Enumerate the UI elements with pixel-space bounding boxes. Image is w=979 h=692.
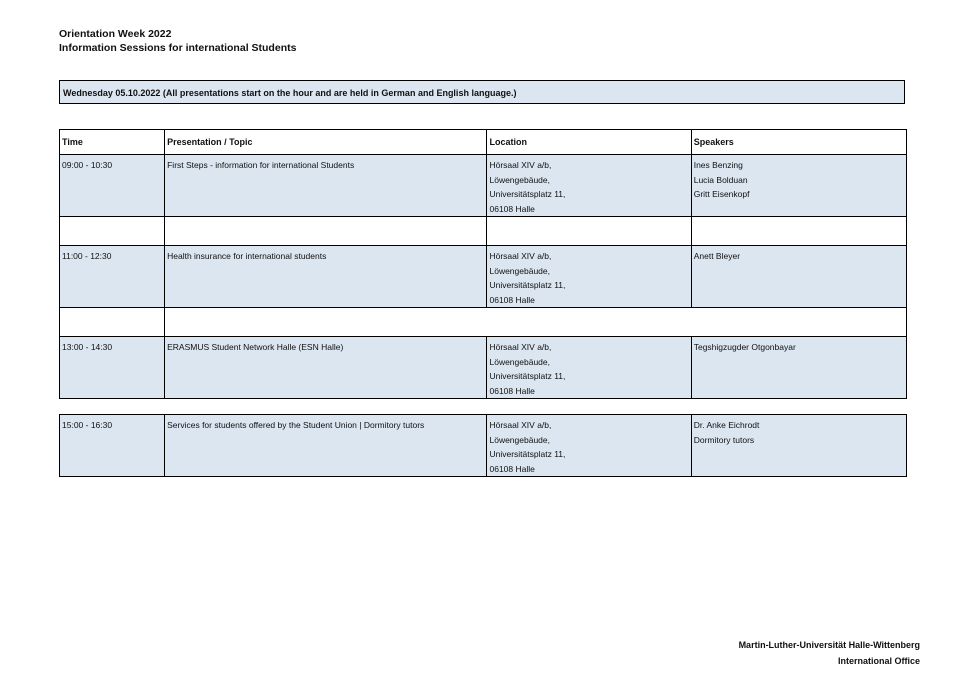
spacer-row [60, 217, 907, 246]
schedule-table-continued [59, 414, 907, 477]
speakers-cell [691, 155, 906, 217]
location-line: Löwengebäude, [489, 356, 550, 367]
location-line: Hörsaal XIV a/b, [489, 342, 552, 352]
speaker-name: Dr. Anke Eichrodt [693, 420, 760, 430]
topic-cell: First Steps - information for international Students [165, 155, 487, 217]
speaker-name: Gritt Eisenkopf [693, 189, 750, 199]
location-line: Hörsaal XIV a/b, [489, 420, 552, 430]
speaker-name: Lucia Bolduan [693, 174, 748, 185]
location-line: Löwengebäude, [489, 265, 550, 276]
speakers-cell [691, 337, 906, 399]
page-title [59, 27, 296, 55]
title-line-2: Information Sessions for international Students [59, 42, 297, 54]
location-cell [487, 246, 691, 308]
table-header-row [60, 130, 907, 155]
column-header-location: Location [487, 130, 691, 155]
location-line: Löwengebäude, [489, 174, 550, 185]
column-header-time: Time [60, 130, 165, 155]
time-cell: 09:00 - 10:30 [60, 155, 165, 217]
schedule-table [59, 129, 907, 399]
location-line: 06108 Halle [489, 385, 535, 396]
location-line: Hörsaal XIV a/b, [489, 160, 552, 170]
speaker-name: Tegshigzugder Otgonbayar [693, 342, 796, 352]
topic-cell: Services for students offered by the Student Union | Dormitory tutors [165, 415, 487, 477]
location-line: 06108 Halle [489, 294, 535, 305]
footer-line-1: Martin-Luther-Universität Halle-Wittenberg [738, 640, 920, 650]
speaker-name: Dormitory tutors [693, 434, 755, 445]
topic-cell: Health insurance for international students [165, 246, 487, 308]
column-header-topic: Presentation / Topic [165, 130, 487, 155]
speaker-name: Ines Benzing [693, 160, 743, 170]
location-line: Löwengebäude, [489, 434, 550, 445]
date-banner: Wednesday 05.10.2022 (All presentations start on the hour and are held in German and English language.) [59, 80, 905, 104]
topic-cell: ERASMUS Student Network Halle (ESN Halle) [165, 337, 487, 399]
location-cell [487, 415, 691, 477]
time-cell: 11:00 - 12:30 [60, 246, 165, 308]
table-row [60, 155, 907, 217]
column-header-speakers: Speakers [691, 130, 906, 155]
spacer-row [60, 308, 907, 337]
table-row [60, 337, 907, 399]
location-line: Universitätsplatz 11, [489, 371, 566, 381]
location-cell [487, 155, 691, 217]
location-line: Hörsaal XIV a/b, [489, 251, 552, 261]
speakers-cell [691, 415, 906, 477]
location-line: Universitätsplatz 11, [489, 449, 566, 459]
table-row [60, 415, 907, 477]
time-cell: 15:00 - 16:30 [60, 415, 165, 477]
location-line: Universitätsplatz 11, [489, 280, 566, 290]
speakers-cell [691, 246, 906, 308]
time-cell: 13:00 - 14:30 [60, 337, 165, 399]
title-line-1: Orientation Week 2022 [59, 28, 172, 40]
footer-institution [739, 637, 920, 669]
location-line: Universitätsplatz 11, [489, 189, 566, 199]
location-line: 06108 Halle [489, 203, 535, 214]
table-row [60, 246, 907, 308]
location-cell [487, 337, 691, 399]
footer-line-2: International Office [837, 656, 920, 666]
location-line: 06108 Halle [489, 463, 535, 474]
speaker-name: Anett Bleyer [693, 251, 741, 261]
